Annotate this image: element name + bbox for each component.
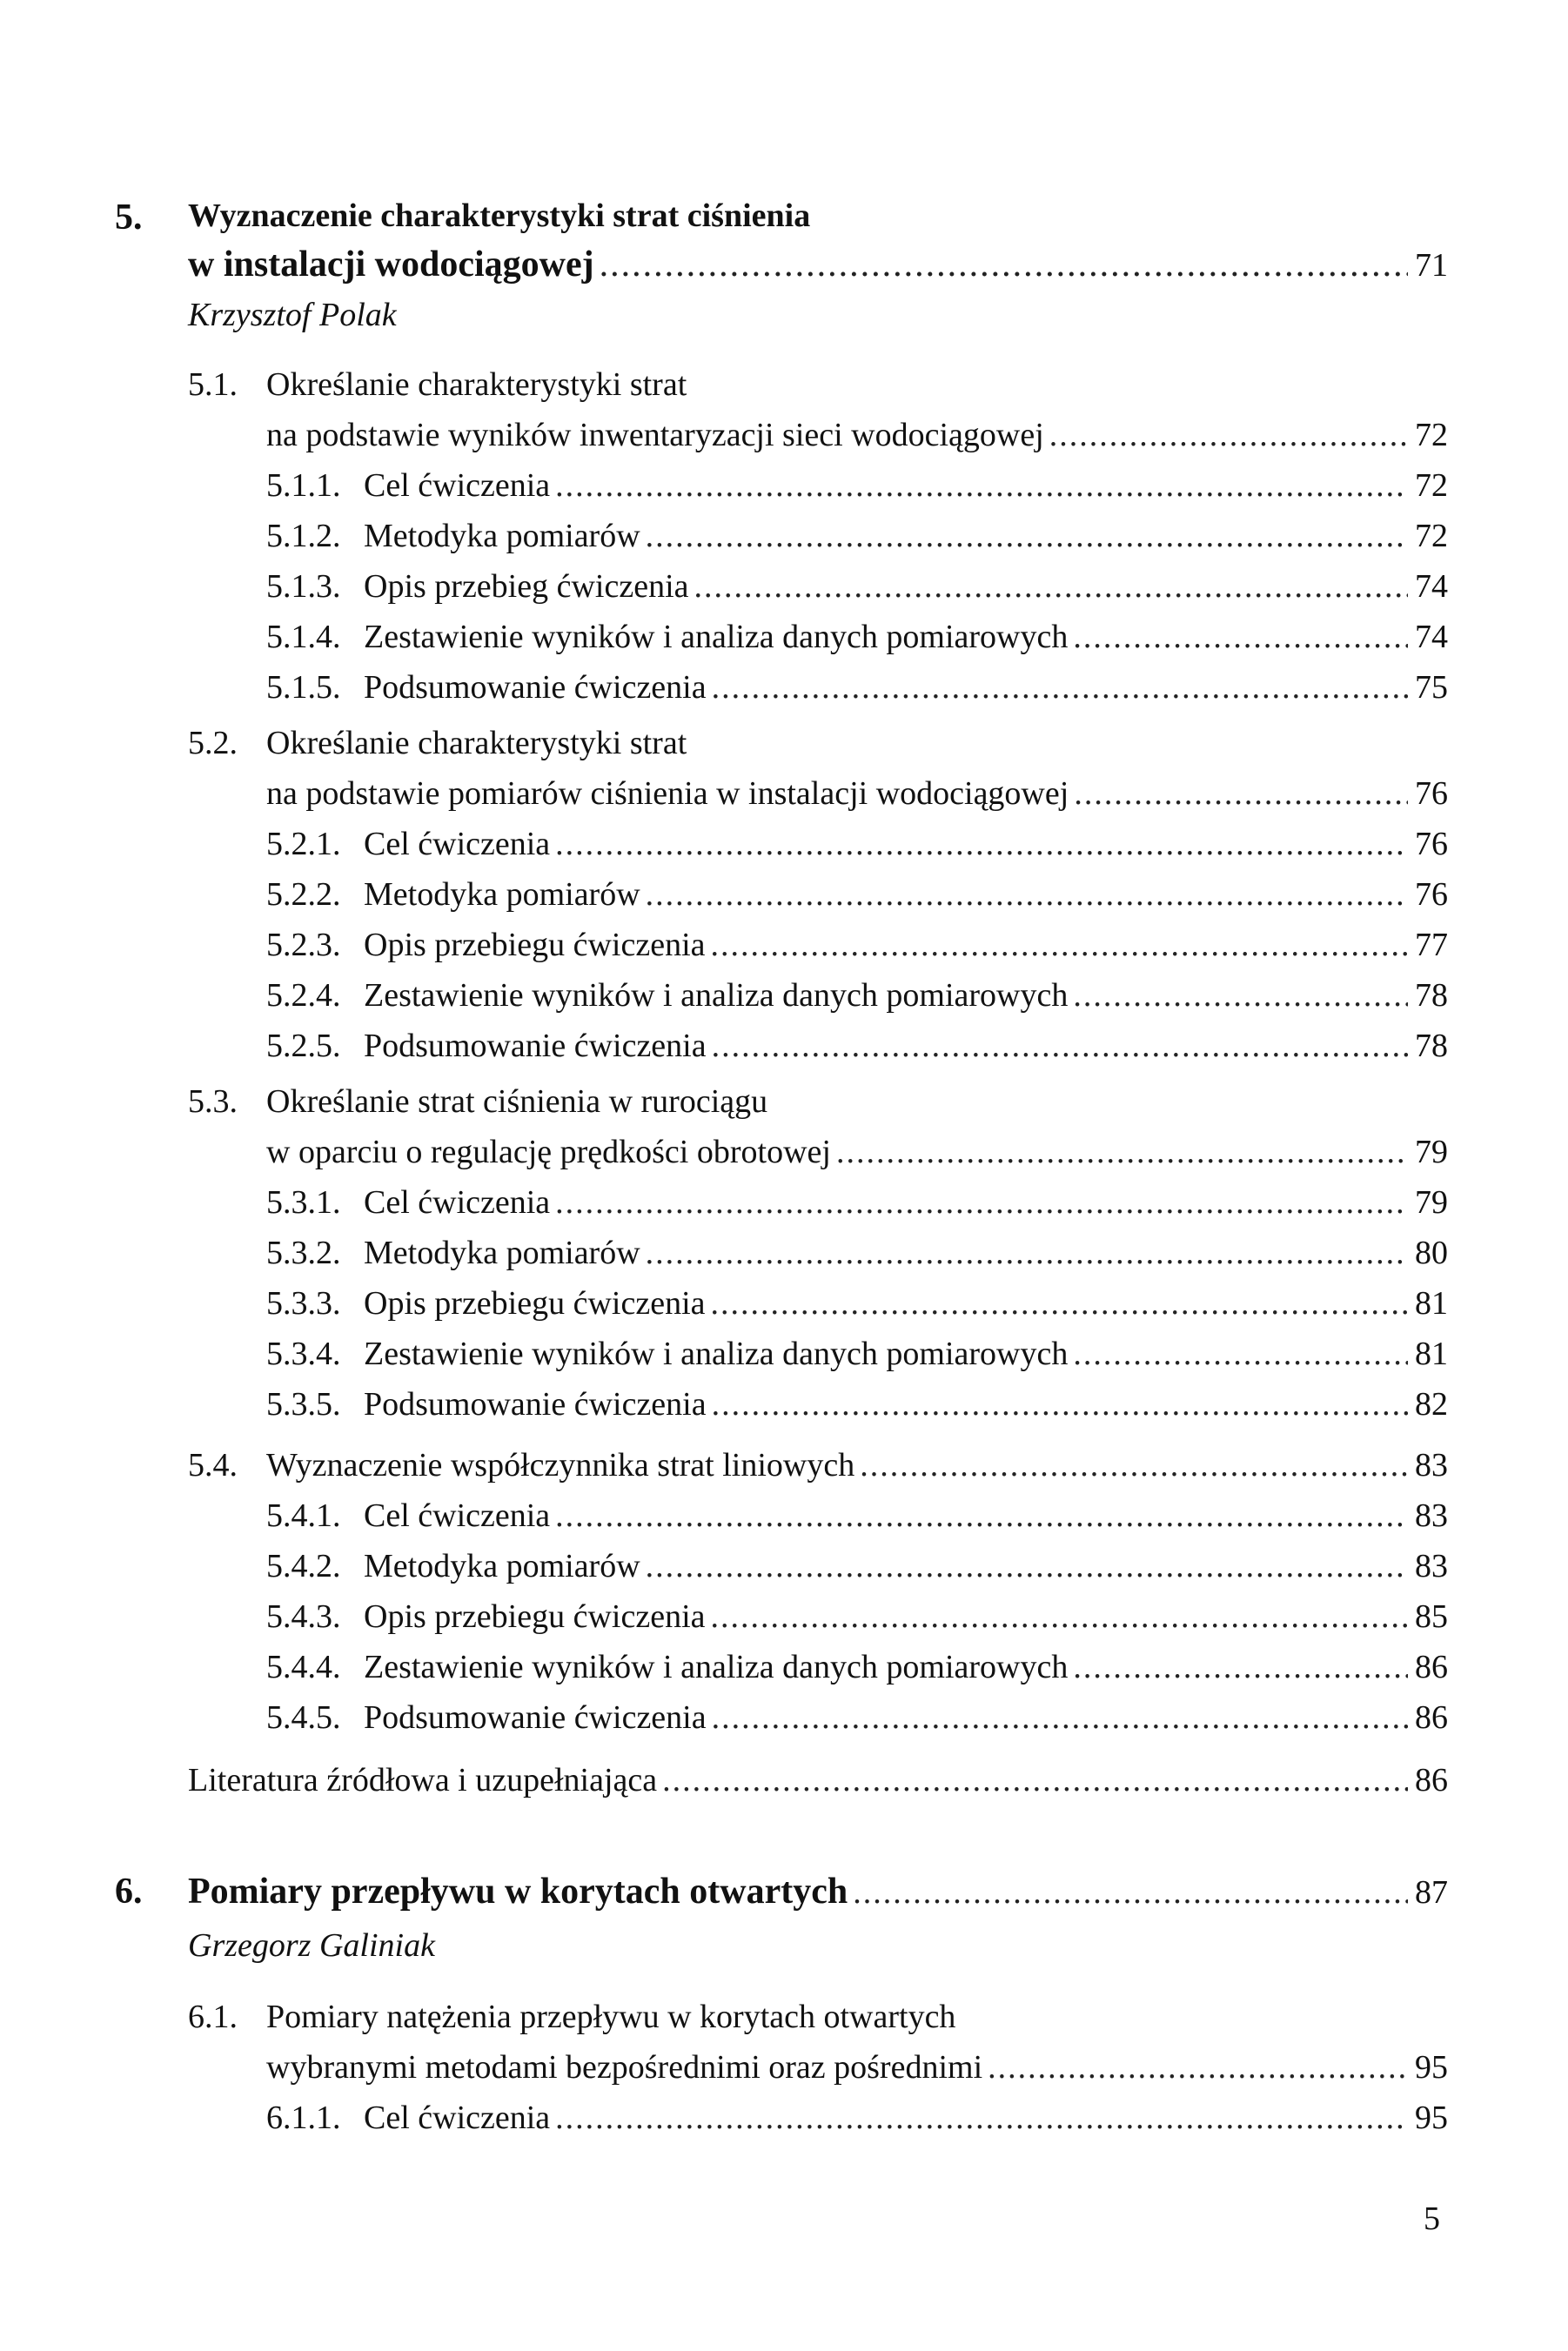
literature-page: 86 [1415,1762,1448,1798]
section-title: Zestawienie wyników i analiza danych pomiarowych [364,1649,1069,1685]
section-page: 83 [1415,1548,1448,1584]
section-page: 82 [1415,1386,1448,1423]
chapter-6-author: Grzegorz Galiniak [188,1927,435,1964]
section-5-4-5-entry[interactable] [266,1698,1448,1737]
chapter-5-title-line1: Wyznaczenie charakterystyki strat ciśnienia [188,198,811,234]
section-page: 79 [1415,1184,1448,1221]
section-title: Podsumowanie ćwiczenia [364,1028,707,1064]
section-number: 5.3.2. [266,1235,341,1271]
section-number: 5.3.5. [266,1386,341,1423]
section-5-4-3-entry[interactable] [266,1597,1448,1636]
section-number: 5.3.3. [266,1285,341,1322]
literature-title: Literatura źródłowa i uzupełniająca [188,1762,658,1798]
section-page: 78 [1415,1028,1448,1064]
section-number: 5.1.1. [266,467,341,504]
section-5-2-2-entry[interactable] [266,875,1448,914]
section-number: 5.1.3. [266,568,341,605]
dot-leader [712,668,1408,707]
section-5-3-title-line1: Określanie strat ciśnienia w rurociągu [266,1083,768,1120]
section-title: Opis przebiegu ćwiczenia [364,927,706,963]
section-5-2-entry[interactable] [266,774,1448,813]
section-5-4-title: Wyznaczenie współczynnika strat liniowych [266,1447,855,1484]
section-title: Zestawienie wyników i analiza danych pomiarowych [364,619,1069,655]
section-number: 5.2.3. [266,927,341,963]
section-5-4-number: 5.4. [188,1447,238,1484]
dot-leader [555,825,1408,863]
section-number: 5.2.1. [266,826,341,862]
section-5-3-number: 5.3. [188,1083,238,1120]
section-title: Metodyka pomiarów [364,1235,640,1271]
section-number: 5.1.5. [266,669,341,706]
section-5-2-title-line2: na podstawie pomiarów ciśnienia w instalacji wodociągowej [266,775,1069,812]
dot-leader [988,2048,1408,2086]
section-5-3-title-line2: w oparciu o regulację prędkości obrotowej [266,1134,831,1170]
chapter-5-title-line2-entry[interactable] [188,244,1448,285]
section-6-1-title-line2: wybranymi metodami bezpośrednimi oraz pośrednimi [266,2049,983,2086]
section-5-3-2-entry[interactable] [266,1234,1448,1272]
section-5-4-entry[interactable] [266,1446,1448,1484]
section-number: 6.1.1. [266,2100,341,2136]
section-title: Opis przebiegu ćwiczenia [364,1285,706,1322]
section-5-3-5-entry[interactable] [266,1385,1448,1423]
section-6-1-page: 95 [1415,2049,1448,2086]
dot-leader [1073,1648,1408,1686]
section-number: 5.4.5. [266,1699,341,1736]
section-page: 81 [1415,1336,1448,1372]
dot-leader [694,567,1409,606]
chapter-5-title-line2: w instalacji wodociągowej [188,244,594,285]
dot-leader [646,517,1408,555]
dot-leader [1049,416,1408,454]
section-title: Cel ćwiczenia [364,826,551,862]
section-number: 5.1.4. [266,619,341,655]
dot-leader [555,2099,1408,2137]
section-6-1-entry[interactable] [266,2048,1448,2086]
section-5-3-page: 79 [1415,1134,1448,1170]
section-page: 74 [1415,619,1448,655]
chapter-6-page: 87 [1415,1874,1448,1911]
chapter-5-page: 71 [1415,247,1448,284]
section-5-2-3-entry[interactable] [266,926,1448,964]
section-5-1-title-line1: Określanie charakterystyki strat [266,366,687,403]
section-title: Metodyka pomiarów [364,518,640,554]
section-6-1-title-line1: Pomiary natężenia przepływu w korytach otwartych [266,1999,956,2035]
section-page: 95 [1415,2100,1448,2136]
section-page: 81 [1415,1285,1448,1322]
dot-leader [711,1597,1409,1636]
section-title: Metodyka pomiarów [364,1548,640,1584]
section-page: 85 [1415,1598,1448,1635]
dot-leader [711,926,1409,964]
section-5-2-5-entry[interactable] [266,1027,1448,1065]
dot-leader [555,466,1408,505]
dot-leader [711,1284,1409,1323]
section-title: Cel ćwiczenia [364,1184,551,1221]
section-5-3-4-entry[interactable] [266,1335,1448,1373]
dot-leader [1073,618,1408,656]
section-number: 5.4.4. [266,1649,341,1685]
section-5-3-3-entry[interactable] [266,1284,1448,1323]
dot-leader [555,1183,1408,1222]
section-6-1-number: 6.1. [188,1999,238,2035]
section-page: 78 [1415,977,1448,1014]
section-page: 74 [1415,568,1448,605]
section-page: 86 [1415,1699,1448,1736]
section-title: Podsumowanie ćwiczenia [364,1699,707,1736]
section-page: 76 [1415,826,1448,862]
dot-leader [1074,774,1408,813]
dot-leader [600,244,1408,285]
section-5-1-1-entry[interactable] [266,466,1448,505]
dot-leader [1073,1335,1408,1373]
section-5-1-2-entry[interactable] [266,517,1448,555]
section-title: Podsumowanie ćwiczenia [364,669,707,706]
section-number: 5.2.4. [266,977,341,1014]
section-number: 5.1.2. [266,518,341,554]
chapter-6-title: Pomiary przepływu w korytach otwartych [188,1872,848,1912]
section-5-4-page: 83 [1415,1447,1448,1484]
section-page: 76 [1415,876,1448,913]
section-5-2-title-line1: Określanie charakterystyki strat [266,725,687,761]
section-5-2-4-entry[interactable] [266,976,1448,1015]
section-title: Podsumowanie ćwiczenia [364,1386,707,1423]
chapter-6-number: 6. [115,1872,143,1912]
section-5-4-4-entry[interactable] [266,1648,1448,1686]
dot-leader [662,1761,1408,1799]
dot-leader [646,1234,1408,1272]
section-page: 72 [1415,467,1448,504]
chapter-5-author: Krzysztof Polak [188,297,397,333]
dot-leader [853,1873,1408,1912]
section-title: Cel ćwiczenia [364,467,551,504]
chapter-5-number: 5. [115,198,143,238]
section-5-4-1-entry[interactable] [266,1497,1448,1535]
section-number: 5.4.3. [266,1598,341,1635]
section-page: 77 [1415,927,1448,963]
section-5-1-3-entry[interactable] [266,567,1448,606]
section-5-1-4-entry[interactable] [266,618,1448,656]
dot-leader [1073,976,1408,1015]
dot-leader [712,1027,1408,1065]
section-page: 80 [1415,1235,1448,1271]
dot-leader [555,1497,1408,1535]
section-number: 5.3.4. [266,1336,341,1372]
section-5-1-page: 72 [1415,417,1448,453]
section-title: Cel ćwiczenia [364,2100,551,2136]
section-number: 5.2.5. [266,1028,341,1064]
dot-leader [712,1385,1408,1423]
section-5-3-entry[interactable] [266,1133,1448,1171]
section-title: Cel ćwiczenia [364,1497,551,1534]
section-page: 75 [1415,669,1448,706]
dot-leader [836,1133,1408,1171]
section-title: Zestawienie wyników i analiza danych pomiarowych [364,977,1069,1014]
section-5-1-title-line2: na podstawie wyników inwentaryzacji sieci wodociągowej [266,417,1044,453]
section-5-2-page: 76 [1415,775,1448,812]
section-5-2-1-entry[interactable] [266,825,1448,863]
section-title: Metodyka pomiarów [364,876,640,913]
chapter-6-entry[interactable] [188,1871,1448,1912]
section-title: Opis przebiegu ćwiczenia [364,1598,706,1635]
section-title: Zestawienie wyników i analiza danych pomiarowych [364,1336,1069,1372]
dot-leader [646,1547,1408,1585]
section-5-2-number: 5.2. [188,725,238,761]
section-6-1-1-entry[interactable] [266,2099,1448,2137]
section-5-1-number: 5.1. [188,366,238,403]
section-5-1-entry[interactable] [266,416,1448,454]
section-page: 72 [1415,518,1448,554]
section-number: 5.4.2. [266,1548,341,1584]
dot-leader [712,1698,1408,1737]
section-page: 83 [1415,1497,1448,1534]
section-5-3-1-entry[interactable] [266,1183,1448,1222]
section-number: 5.3.1. [266,1184,341,1221]
page-number: 5 [1424,2200,1440,2237]
section-page: 86 [1415,1649,1448,1685]
section-5-1-5-entry[interactable] [266,668,1448,707]
section-number: 5.2.2. [266,876,341,913]
dot-leader [646,875,1408,914]
section-title: Opis przebieg ćwiczenia [364,568,689,605]
dot-leader [860,1446,1408,1484]
section-5-4-2-entry[interactable] [266,1547,1448,1585]
literature-entry[interactable] [188,1761,1448,1799]
section-number: 5.4.1. [266,1497,341,1534]
